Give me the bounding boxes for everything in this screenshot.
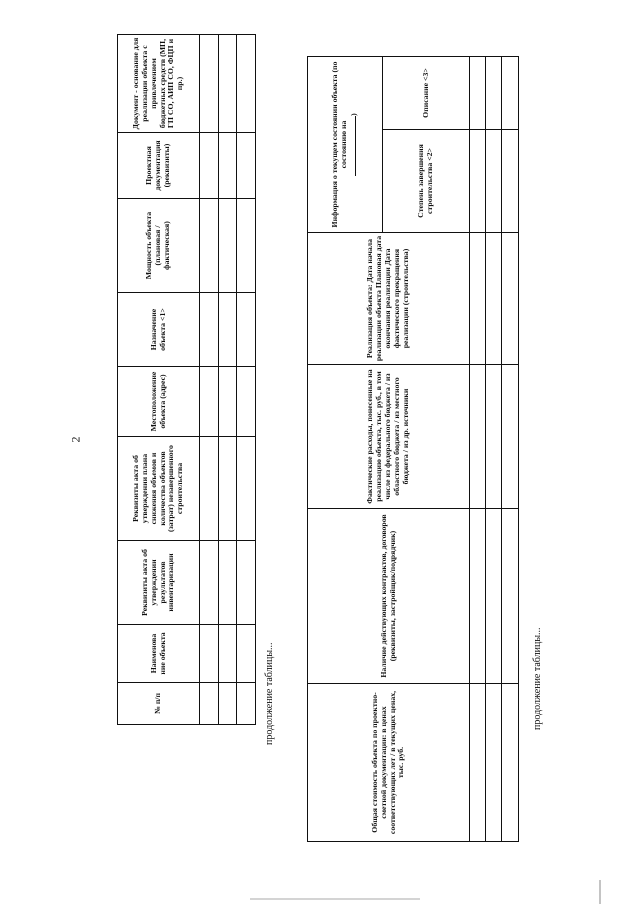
table-row <box>470 57 486 842</box>
t2-header-implementation-dates: Реализация объекта: Дата начала реализации объекта Плановая дата окончания реализации Дата фактического прекращения реализации (строительства) <box>308 233 470 365</box>
continuation-label-1: продолжение таблицы... <box>264 642 275 745</box>
t1-header-basis-document: Документ - основание для реализации объекта с привлечением бюджетных средств (МП, ГП СО, АИП СО, ФЦП и пр.) <box>118 35 200 133</box>
table-row <box>502 57 519 842</box>
continuation-label-2: продолжение таблицы... <box>532 627 543 730</box>
t2-header-description: Описание <3> <box>383 57 470 130</box>
table-row <box>486 57 502 842</box>
table-row <box>237 35 256 725</box>
t2-header-contracts: Наличие действующих контрактов, договоров (реквизиты, застройщик/подрядчик) <box>308 509 470 684</box>
t1-header-project-docs: Проектная документация (реквизиты) <box>118 133 200 199</box>
t1-header-name: Наименова ние объекта <box>118 625 200 683</box>
t1-header-location: Местоположение объекта (адрес) <box>118 367 200 437</box>
table-1 <box>117 35 255 725</box>
t1-header-reduction-plan-act: Реквизиты акта об утверждении плана снижения объемов и количества объектов (затрат) незавершенного строительства <box>118 437 200 541</box>
t1-header-purpose: Назначение объекта <1> <box>118 293 200 367</box>
table-row <box>200 35 219 725</box>
t1-header-capacity: Мощность объекта (плановая / фактическая) <box>118 199 200 293</box>
t2-header-current-state: Информация о текущем состоянии объекта (по состоянию на ) <box>308 57 383 233</box>
t1-header-number: № п/п <box>118 683 200 725</box>
t2-header-actual-expenses: Фактические расходы, понесенные на реализацию объекта, тыс. руб., в том числе из федерального бюджета / из областного бюджета / из местного бюджета / из др. источники <box>308 365 470 509</box>
table-2 <box>307 57 518 842</box>
table-row <box>219 35 237 725</box>
t1-header-inventory-act: Реквизиты акта об утверждении результатов инвентаризации <box>118 541 200 625</box>
t2-header-total-cost: Общая стоимость объекта по проектно-сметной документации: в ценах соответствующих лет / в текущих ценах, тыс. руб. <box>308 684 470 842</box>
t2-header-completion-degree: Степень завершения строительства <2> <box>383 130 470 233</box>
page-number: 2 <box>68 436 83 443</box>
